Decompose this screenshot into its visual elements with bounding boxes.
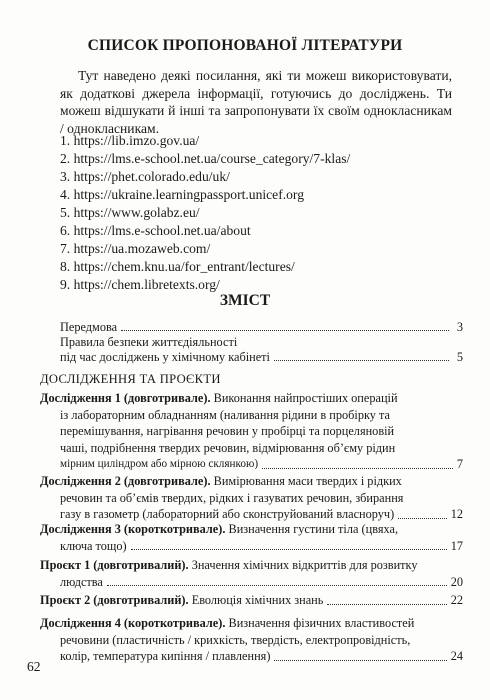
entry-text: Визначення густини тіла (цвяха, [228, 522, 399, 536]
entry-text: мірним циліндром або мірною склянкою) [60, 458, 259, 471]
toc-entry-research-3[interactable] [40, 521, 463, 554]
contents-title: ЗМІСТ [219, 292, 271, 309]
toc-entry-title: Передмова [60, 320, 118, 334]
toc-page-number: 20 [450, 574, 463, 589]
entry-text: перемішування, нагрівання речовин у пробірці та порцеляновій [60, 424, 395, 439]
entry-label: Дослідження 3 (короткотривале). [40, 522, 226, 536]
entry-text: чаші, подрібнення твердих речовин, відмірювання об’єму рідин [60, 440, 396, 455]
entry-text: газу в газометр (лабораторний або сконструйований власноруч) [60, 507, 395, 522]
toc-page-number: 5 [456, 350, 463, 364]
entry-text: Вимірювання маси твердих і рідких [213, 474, 402, 488]
reference-link[interactable]: 2. https://lms.e-school.net.ua/course_category/7-klas/ [60, 151, 351, 166]
entry-label: Дослідження 4 (короткотривале). [40, 616, 226, 630]
entry-label: Проєкт 2 (довготривалий). [40, 593, 189, 607]
toc-entry-title: під час досліджень у хімічному кабінеті [60, 350, 270, 364]
entry-text: речовини (пластичність / крихкість, твердість, електропровідність, [60, 632, 411, 647]
section-heading: ДОСЛІДЖЕННЯ ТА ПРОЄКТИ [40, 372, 221, 386]
toc-entry-research-4[interactable] [40, 615, 463, 665]
toc-entry-safety[interactable] [60, 349, 463, 365]
toc-entry-research-1[interactable] [40, 390, 463, 473]
toc-entry-preface[interactable] [60, 319, 463, 335]
entry-label: Проєкт 1 (довготривалий). [40, 558, 189, 572]
toc-page-number: 3 [456, 320, 463, 334]
toc-page-number: 24 [450, 649, 463, 664]
reference-link[interactable]: 4. https://ukraine.learningpassport.unicef.org [60, 187, 305, 202]
toc-entry-safety-title: Правила безпеки життєдіяльності [60, 335, 238, 349]
toc-page-number: 12 [450, 507, 463, 522]
dot-leader [274, 360, 449, 361]
entry-label: Дослідження 1 (довготривале). [40, 391, 211, 405]
page-number: 62 [27, 659, 41, 674]
reference-link[interactable]: 1. https://lib.imzo.gov.ua/ [60, 133, 200, 148]
entry-text: ключа тощо) [60, 538, 127, 553]
entry-text: колір, температура кипіння / плавлення) [60, 649, 271, 664]
page-title: СПИСОК ПРОПОНОВАНОЇ ЛІТЕРАТУРИ [87, 37, 403, 54]
reference-list [60, 132, 350, 294]
dot-leader [262, 468, 453, 469]
entry-text: речовин та об’ємів твердих, рідких і газуватих речовин, збирання [60, 490, 404, 505]
toc-entry-project-2[interactable] [40, 592, 463, 609]
reference-link[interactable]: 9. https://chem.libretexts.org/ [60, 277, 220, 292]
dot-leader [131, 549, 447, 550]
entry-text: Визначення фізичних властивостей [228, 616, 415, 630]
dot-leader [121, 330, 449, 331]
reference-link[interactable]: 3. https://phet.colorado.edu/uk/ [60, 169, 230, 184]
reference-link[interactable]: 6. https://lms.e-school.net.ua/about [60, 223, 251, 238]
dot-leader [274, 660, 446, 661]
reference-link[interactable]: 7. https://ua.mozaweb.com/ [60, 241, 211, 256]
entry-text: людства [60, 574, 103, 589]
toc-page-number: 7 [456, 457, 463, 472]
dot-leader [327, 604, 446, 605]
toc-page-number: 17 [450, 538, 463, 553]
entry-text: Виконання найпростіших операцій [213, 391, 398, 405]
toc-entry-project-1[interactable] [40, 557, 463, 590]
reference-link[interactable]: 8. https://chem.knu.ua/for_entrant/lectures/ [60, 259, 295, 274]
toc-page-number: 22 [450, 593, 463, 607]
toc-entry-research-2[interactable] [40, 473, 463, 523]
reference-link[interactable]: 5. https://www.golabz.eu/ [60, 205, 200, 220]
entry-text: Значення хімічних відкриттів для розвитку [191, 558, 418, 572]
entry-label: Дослідження 2 (довготривале). [40, 474, 211, 488]
entry-text: Еволюція хімічних знань [191, 593, 324, 607]
entry-text: із лабораторним обладнанням (наливання рідини в пробірку та [60, 407, 390, 422]
intro-paragraph: Тут наведено деякі посилання, які ти можеш використовувати, як додаткові джерела інформації, готуючись до досліджень. Ти можеш відшукати й інші та запропонувати їх своїм однокласникам / однокласникам. [60, 68, 452, 136]
dot-leader [107, 585, 447, 586]
dot-leader [398, 518, 447, 519]
